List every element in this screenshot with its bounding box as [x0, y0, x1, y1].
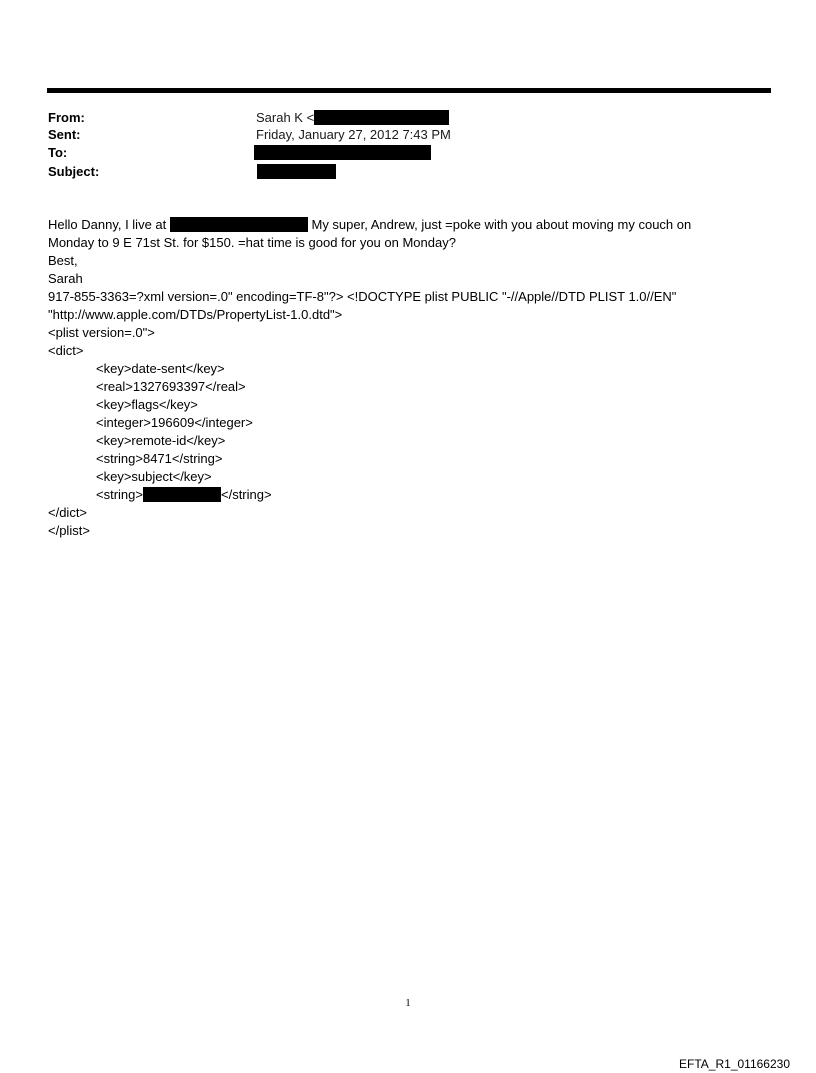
subject-value: [257, 164, 336, 180]
email-body: [48, 216, 768, 540]
body-line: <plist version=.0">: [48, 325, 155, 340]
from-value: Sarah K <: [256, 110, 449, 126]
sent-label: Sent:: [48, 127, 81, 142]
body-line: <string>8471</string>: [96, 451, 223, 466]
body-line: <key>flags</key>: [96, 397, 198, 412]
redaction-block: [170, 217, 308, 232]
body-line: 917-855-3363=?xml version=.0" encoding=TF-8"?> <!DOCTYPE plist PUBLIC "-//Apple//DTD PLIST 1.0//EN": [48, 289, 677, 304]
sent-value: Friday, January 27, 2012 7:43 PM: [256, 127, 451, 142]
body-line: <string> </string>: [96, 487, 272, 502]
redaction-block: [143, 487, 221, 502]
body-line: <key>remote-id</key>: [96, 433, 226, 448]
to-label: To:: [48, 145, 68, 160]
page-number: 1: [405, 997, 411, 1009]
to-value: [254, 145, 431, 161]
redaction-block: [254, 145, 431, 160]
document-id: EFTA_R1_01166230: [679, 1057, 790, 1071]
body-line: <real>1327693397</real>: [96, 379, 246, 394]
body-line: Hello Danny, I live at My super, Andrew, just =poke with you about moving my couch on: [48, 217, 692, 232]
body-line: </dict>: [48, 505, 88, 520]
body-line: <key>subject</key>: [96, 469, 212, 484]
body-line: <integer>196609</integer>: [96, 415, 253, 430]
body-line: "http://www.apple.com/DTDs/PropertyList-1.0.dtd">: [48, 307, 343, 322]
header-rule: [47, 88, 771, 93]
redaction-block: [257, 164, 336, 179]
subject-label: Subject:: [48, 164, 100, 179]
body-line: Best,: [48, 253, 78, 268]
body-line: </plist>: [48, 523, 90, 538]
from-label: From:: [48, 110, 85, 125]
body-line: Monday to 9 E 71st St. for $150. =hat time is good for you on Monday?: [48, 235, 456, 250]
redaction-block: [314, 110, 449, 125]
body-line: Sarah: [48, 271, 83, 286]
body-line: <dict>: [48, 343, 84, 358]
body-line: <key>date-sent</key>: [96, 361, 225, 376]
